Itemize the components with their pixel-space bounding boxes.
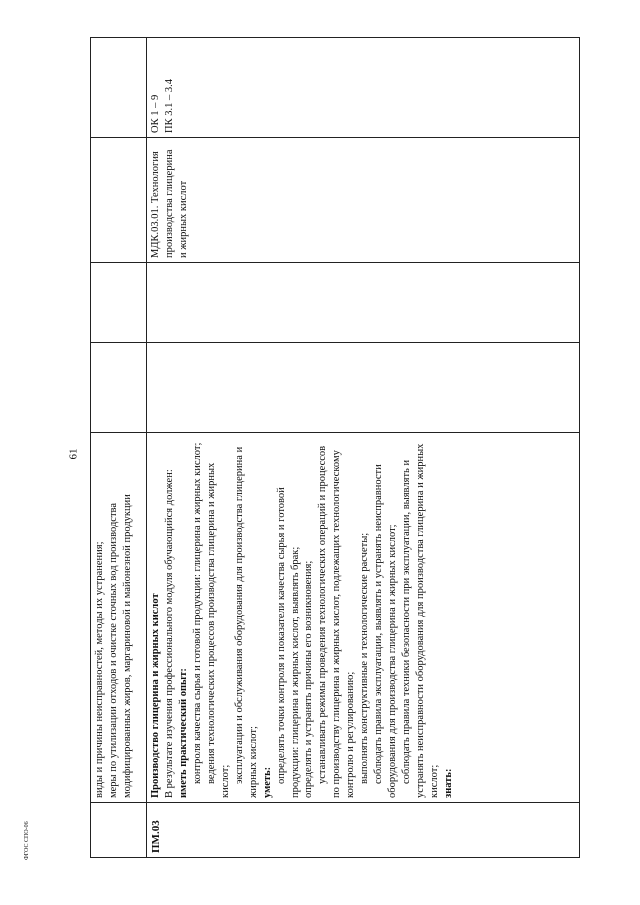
module-intro: В результате изучения профессионального модуля обучающийся должен: bbox=[163, 469, 175, 798]
cell-empty bbox=[147, 263, 580, 343]
knowledge-heading: знать: bbox=[443, 768, 455, 798]
table-row-module bbox=[147, 38, 580, 858]
continuation-line: виды и причины неисправностей, методы их устранения; bbox=[94, 541, 105, 798]
module-code: ПМ.03 bbox=[150, 820, 162, 853]
skill-item: определять и устранять причины его возникновения; bbox=[303, 560, 315, 798]
curriculum-table bbox=[90, 37, 580, 858]
cell-empty-code bbox=[91, 803, 147, 858]
skill-item: выполнять конструктивные и технологические расчеты; bbox=[359, 532, 371, 784]
continuation-line: меры по утилизации отходов и очистке сточных вод производства модифицированных жиров, маргариновой и майонезной продукции bbox=[107, 494, 133, 798]
cell-mdk bbox=[147, 138, 580, 263]
table-row-continuation bbox=[91, 38, 147, 858]
cell-module-code bbox=[147, 803, 580, 858]
cell-empty bbox=[147, 343, 580, 433]
cell-empty bbox=[91, 38, 147, 138]
experience-heading: иметь практический опыт: bbox=[177, 668, 189, 798]
experience-item: ведения технологических процессов производства глицерина и жирных кислот; bbox=[205, 462, 231, 798]
experience-item: контроля качества сырья и готовой продукции: глицерина и жирных кислот; bbox=[191, 442, 203, 784]
competency-pk: ПК 3.1 – 3.4 bbox=[163, 79, 175, 133]
rotated-page-content bbox=[90, 38, 580, 858]
cell-module-description bbox=[147, 433, 580, 803]
skills-heading: уметь: bbox=[261, 766, 273, 798]
footer-code: ФГОС СПО-06 bbox=[24, 821, 30, 860]
cell-continuation-text bbox=[91, 433, 147, 803]
cell-empty bbox=[91, 343, 147, 433]
skill-item: соблюдать правила техники безопасности при эксплуатации, выявлять и устранять неисправности оборудования для производства глицерина и жирных кислот; bbox=[401, 443, 441, 798]
page-number: 61 bbox=[67, 448, 80, 460]
skill-item: определять точки контроля и показатели качества сырья и готовой продукции: глицерина и жирных кислот, выявлять брак; bbox=[275, 487, 301, 798]
experience-item: эксплуатации и обслуживания оборудования для производства глицерина и жирных кислот; bbox=[233, 446, 259, 798]
mdk-title: МДК.03.01. Технология производства глицерина и жирных кислот bbox=[150, 149, 189, 258]
cell-competencies bbox=[147, 38, 580, 138]
cell-empty bbox=[91, 263, 147, 343]
competency-ok: ОК 1 – 9 bbox=[150, 94, 161, 133]
skill-item: соблюдать правила эксплуатации, выявлять и устранять неисправности оборудования для производства глицерина и жирных кислот; bbox=[373, 464, 399, 798]
cell-empty bbox=[91, 138, 147, 263]
module-title: Производство глицерина и жирных кислот bbox=[150, 593, 161, 798]
skill-item: устанавливать режимы проведения технологических операций и процессов по производству глицерина и жирных кислот, подлежащих технологическому контролю и регулированию; bbox=[317, 445, 357, 798]
